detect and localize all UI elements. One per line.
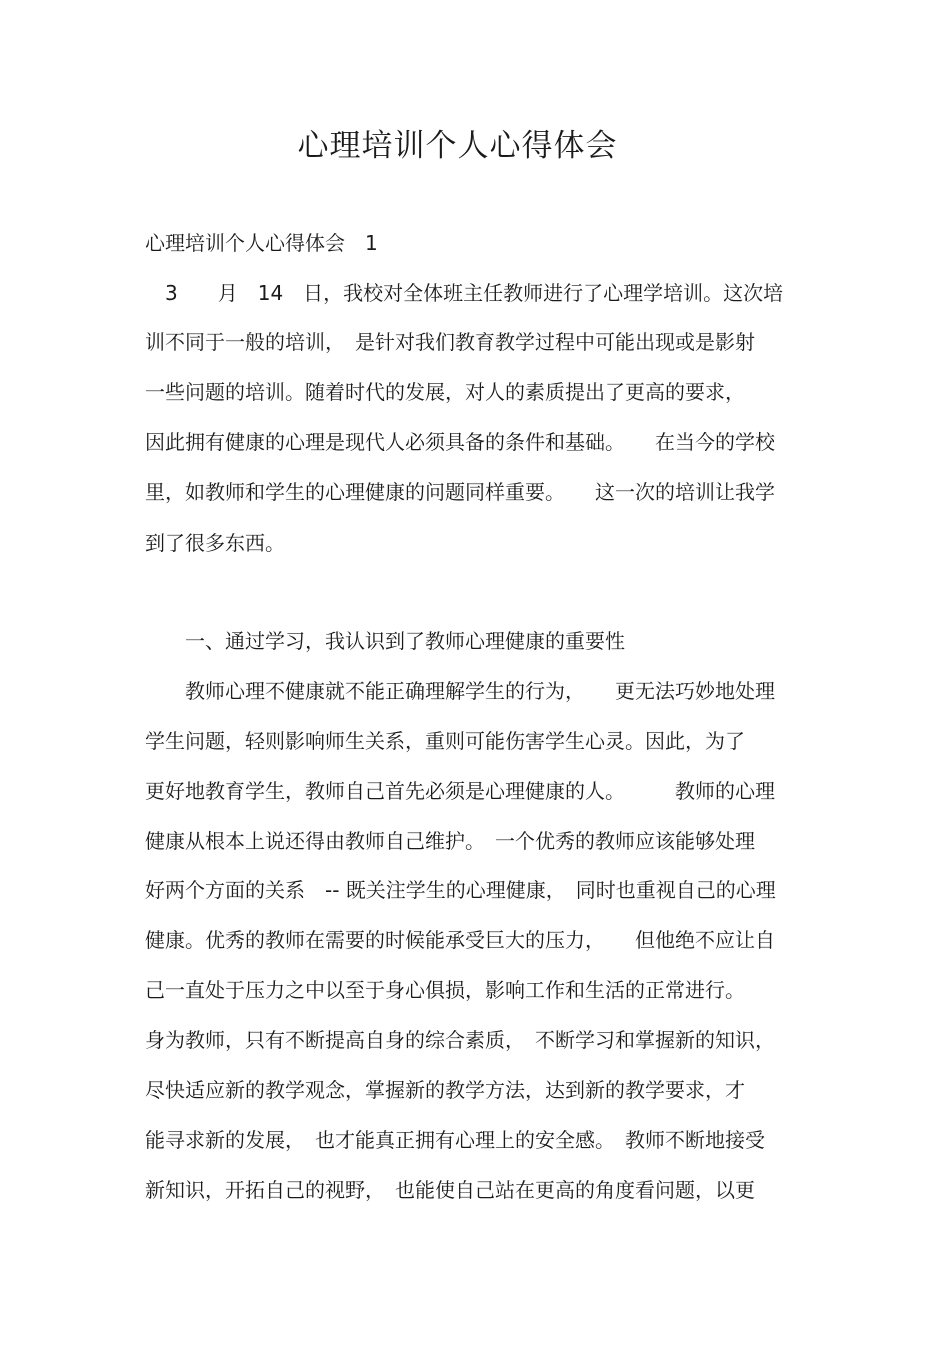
- paragraph-line: 己一直处于压力之中以至于身心俱损，影响工作和生活的正常进行。: [145, 978, 745, 1002]
- paragraph-line: 更好地教育学生，教师自己首先必须是心理健康的人。 教师的心理: [145, 779, 775, 803]
- paragraph-line: 健康从根本上说还得由教师自己维护。 一个优秀的教师应该能够处理: [145, 829, 755, 853]
- paragraph-line: 3 月 14 日，我校对全体班主任教师进行了心理学培训。这次培: [145, 281, 784, 305]
- section-heading: 心理培训个人心得体会 1: [145, 231, 378, 255]
- paragraph-line: 一些问题的培训。随着时代的发展，对人的素质提出了更高的要求，: [145, 380, 745, 404]
- paragraph-line: 因此拥有健康的心理是现代人必须具备的条件和基础。 在当今的学校: [145, 430, 775, 454]
- paragraph-line: 里，如教师和学生的心理健康的问题同样重要。 这一次的培训让我学: [145, 480, 775, 504]
- paragraph-line: 学生问题，轻则影响师生关系，重则可能伤害学生心灵。因此，为了: [145, 729, 745, 753]
- paragraph-line: 教师心理不健康就不能正确理解学生的行为， 更无法巧妙地处理: [145, 679, 775, 703]
- section-heading: 一、通过学习，我认识到了教师心理健康的重要性: [145, 629, 625, 653]
- paragraph-line: 身为教师，只有不断提高自身的综合素质， 不断学习和掌握新的知识，: [145, 1028, 775, 1052]
- paragraph-line: 好两个方面的关系 -- 既关注学生的心理健康， 同时也重视自己的心理: [145, 878, 776, 902]
- paragraph-line: 训不同于一般的培训， 是针对我们教育教学过程中可能出现或是影射: [145, 330, 755, 354]
- paragraph-line: 健康。优秀的教师在需要的时候能承受巨大的压力， 但他绝不应让自: [145, 928, 775, 952]
- document-title: 心理培训个人心得体会: [297, 128, 618, 164]
- paragraph-line: 到了很多东西。: [145, 531, 285, 555]
- paragraph-line: 能寻求新的发展， 也才能真正拥有心理上的安全感。 教师不断地接受: [145, 1128, 765, 1152]
- paragraph-line: 新知识，开拓自己的视野， 也能使自己站在更高的角度看问题，以更: [145, 1178, 755, 1202]
- paragraph-line: 尽快适应新的教学观念，掌握新的教学方法，达到新的教学要求，才: [145, 1078, 745, 1102]
